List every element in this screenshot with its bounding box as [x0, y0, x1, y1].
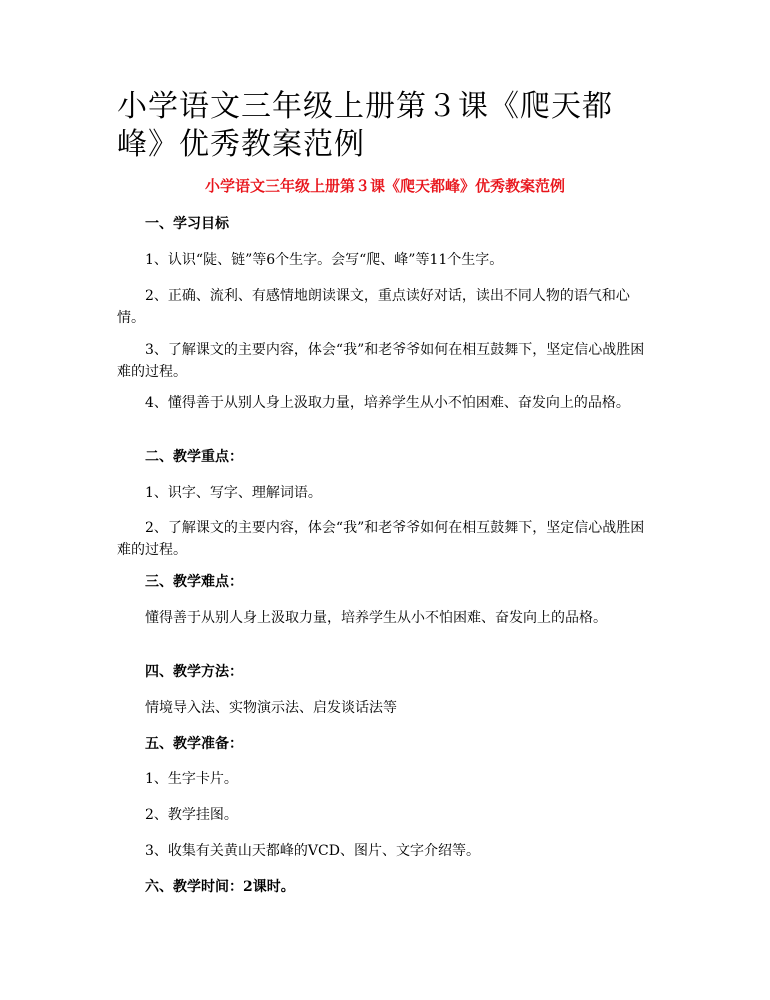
document-title: 小学语文三年级上册第３课《爬天都峰》优秀教案范例: [117, 89, 613, 162]
paragraph-methods: 情境导入法、实物演示法、启发谈话法等: [145, 700, 397, 716]
section-heading-learning-goals: 一、学习目标: [145, 216, 229, 232]
paragraph-goal-2: 2、正确、流利、有感情地朗读课文，重点读好对话，读出不同人物的语气和心情。: [117, 288, 630, 326]
paragraph-difficulty: 懂得善于从别人身上汲取力量，培养学生从小不怕困难、奋发向上的品格。: [145, 610, 607, 626]
document-subtitle: 小学语文三年级上册第３课《爬天都峰》优秀教案范例: [204, 177, 565, 195]
section-heading-key-points: 二、教学重点：: [145, 449, 243, 465]
section-heading-teaching-time: 六、教学时间：2课时。: [145, 879, 295, 895]
paragraph-key-point-2: 2、了解课文的主要内容，体会“我”和老爷爷如何在相互鼓舞下，坚定信心战胜困难的过程。: [117, 520, 645, 558]
section-heading-difficulties: 三、教学难点：: [145, 574, 243, 590]
paragraph-preparation-2: 2、教学挂图。: [145, 807, 238, 823]
paragraph-goal-1: 1、认识“陡、链”等6个生字。会写“爬、峰”等11个生字。: [145, 252, 504, 268]
paragraph-preparation-3: 3、收集有关黄山天都峰的VCD、图片、文字介绍等。: [145, 843, 480, 859]
paragraph-preparation-1: 1、生字卡片。: [145, 771, 238, 787]
paragraph-key-point-1: 1、识字、写字、理解词语。: [145, 485, 322, 501]
paragraph-goal-3: 3、了解课文的主要内容，体会“我”和老爷爷如何在相互鼓舞下，坚定信心战胜困难的过程。: [117, 342, 645, 380]
section-heading-preparation: 五、教学准备：: [145, 736, 243, 752]
section-heading-methods: 四、教学方法：: [145, 664, 243, 680]
paragraph-goal-4: 4、懂得善于从别人身上汲取力量，培养学生从小不怕困难、奋发向上的品格。: [145, 395, 630, 411]
